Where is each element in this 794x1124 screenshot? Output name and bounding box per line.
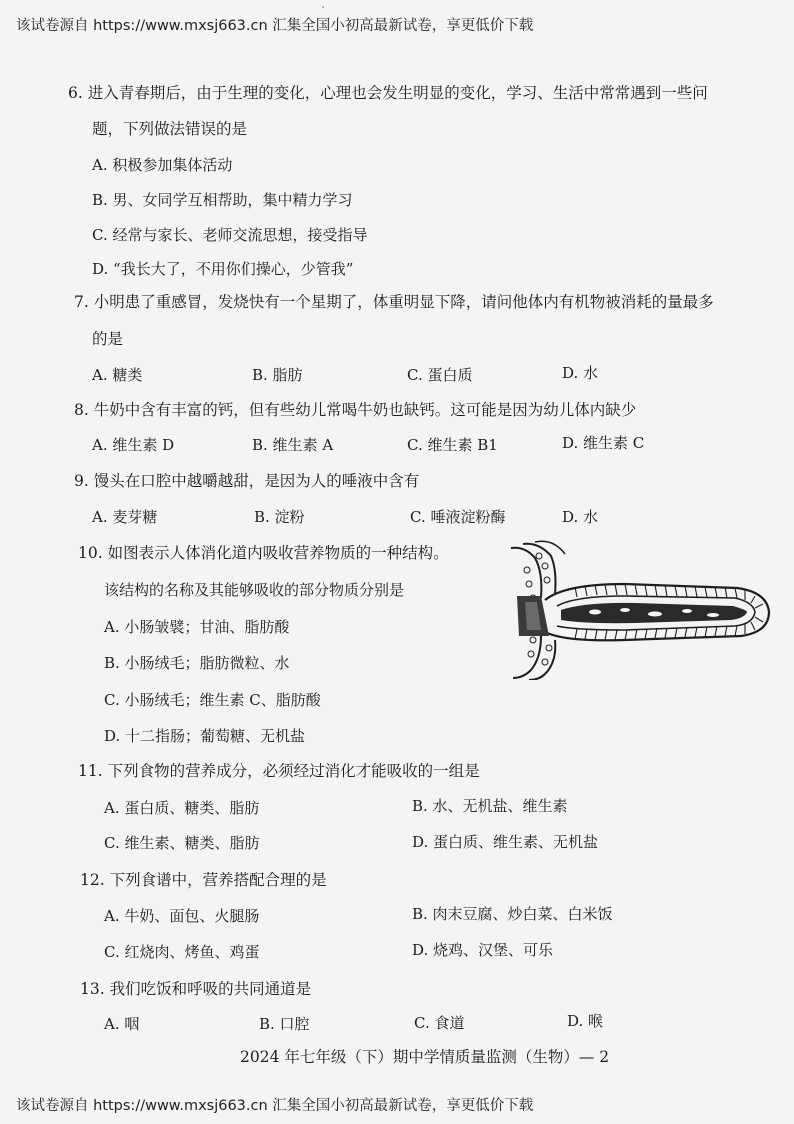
q13-option-c: C. 食道 [414, 1014, 465, 1032]
intestinal-villus-diagram-icon [505, 540, 775, 680]
q12-option-b: B. 肉末豆腐、炒白菜、白米饭 [412, 905, 613, 923]
q13-option-a: A. 咽 [104, 1015, 140, 1033]
q12-option-d: D. 烧鸡、汉堡、可乐 [412, 941, 554, 959]
source-banner-bottom: 该试卷源自 https://www.mxsj663.cn 汇集全国小初高最新试卷，享更低价下载 [16, 1098, 534, 1114]
q6-option-d: D. “我长大了，不用你们操心，少管我” [92, 260, 354, 278]
q8-option-a: A. 维生素 D [92, 436, 175, 454]
q11-option-a: A. 蛋白质、糖类、脂肪 [104, 799, 260, 817]
q6-stem-line1: 6. 进入青春期后，由于生理的变化，心理也会发生明显的变化，学习、生活中常常遇到一些问 [68, 84, 708, 102]
q9-stem: 9. 馒头在口腔中越嚼越甜，是因为人的唾液中含有 [74, 472, 420, 490]
q7-option-c: C. 蛋白质 [407, 366, 473, 384]
q8-option-b: B. 维生素 A [252, 436, 334, 454]
q12-stem: 12. 下列食谱中，营养搭配合理的是 [80, 871, 327, 889]
q8-option-c: C. 维生素 B1 [407, 436, 498, 454]
q10-option-d: D. 十二指肠；葡萄糖、无机盐 [104, 727, 306, 745]
q7-stem-line1: 7. 小明患了重感冒，发烧快有一个星期了，体重明显下降，请问他体内有机物被消耗的量最多 [74, 293, 714, 311]
q7-option-a: A. 糖类 [92, 366, 143, 384]
q11-option-c: C. 维生素、糖类、脂肪 [104, 834, 260, 852]
q10-option-b: B. 小肠绒毛；脂肪微粒、水 [104, 654, 290, 672]
q11-option-d: D. 蛋白质、维生素、无机盐 [412, 833, 599, 851]
q6-stem-line2: 题，下列做法错误的是 [92, 120, 248, 138]
q12-option-c: C. 红烧肉、烤鱼、鸡蛋 [104, 943, 260, 961]
page-footer: 2024 年七年级（下）期中学情质量监测（生物）— 2 [240, 1048, 610, 1066]
q10-option-a: A. 小肠皱襞；甘油、脂肪酸 [104, 618, 290, 636]
q9-option-d: D. 水 [562, 508, 599, 526]
q11-option-b: B. 水、无机盐、维生素 [412, 797, 568, 815]
q9-option-b: B. 淀粉 [254, 508, 305, 526]
q10-option-c: C. 小肠绒毛；维生素 C、脂肪酸 [104, 691, 321, 709]
q12-option-a: A. 牛奶、面包、火腿肠 [104, 907, 260, 925]
q6-option-a: A. 积极参加集体活动 [92, 156, 233, 174]
q9-option-a: A. 麦芽糖 [92, 508, 158, 526]
q13-option-d: D. 喉 [567, 1012, 604, 1030]
q6-option-b: B. 男、女同学互相帮助，集中精力学习 [92, 191, 353, 209]
q10-stem-line2: 该结构的名称及其能够吸收的部分物质分别是 [104, 581, 405, 599]
q10-stem-line1: 10. 如图表示人体消化道内吸收营养物质的一种结构。 [78, 544, 449, 562]
q6-option-c: C. 经常与家长、老师交流思想，接受指导 [92, 226, 368, 244]
q7-option-b: B. 脂肪 [252, 366, 303, 384]
q8-stem: 8. 牛奶中含有丰富的钙，但有些幼儿常喝牛奶也缺钙。这可能是因为幼儿体内缺少 [74, 401, 637, 419]
scan-speck [322, 6, 324, 8]
q7-option-d: D. 水 [562, 364, 599, 382]
source-banner-top: 该试卷源自 https://www.mxsj663.cn 汇集全国小初高最新试卷，享更低价下载 [16, 18, 534, 34]
q8-option-d: D. 维生素 C [562, 434, 645, 452]
q13-option-b: B. 口腔 [259, 1015, 310, 1033]
q7-stem-line2: 的是 [92, 330, 124, 348]
q11-stem: 11. 下列食物的营养成分，必须经过消化才能吸收的一组是 [78, 762, 480, 780]
q13-stem: 13. 我们吃饭和呼吸的共同通道是 [80, 980, 312, 998]
q9-option-c: C. 唾液淀粉酶 [410, 508, 506, 526]
